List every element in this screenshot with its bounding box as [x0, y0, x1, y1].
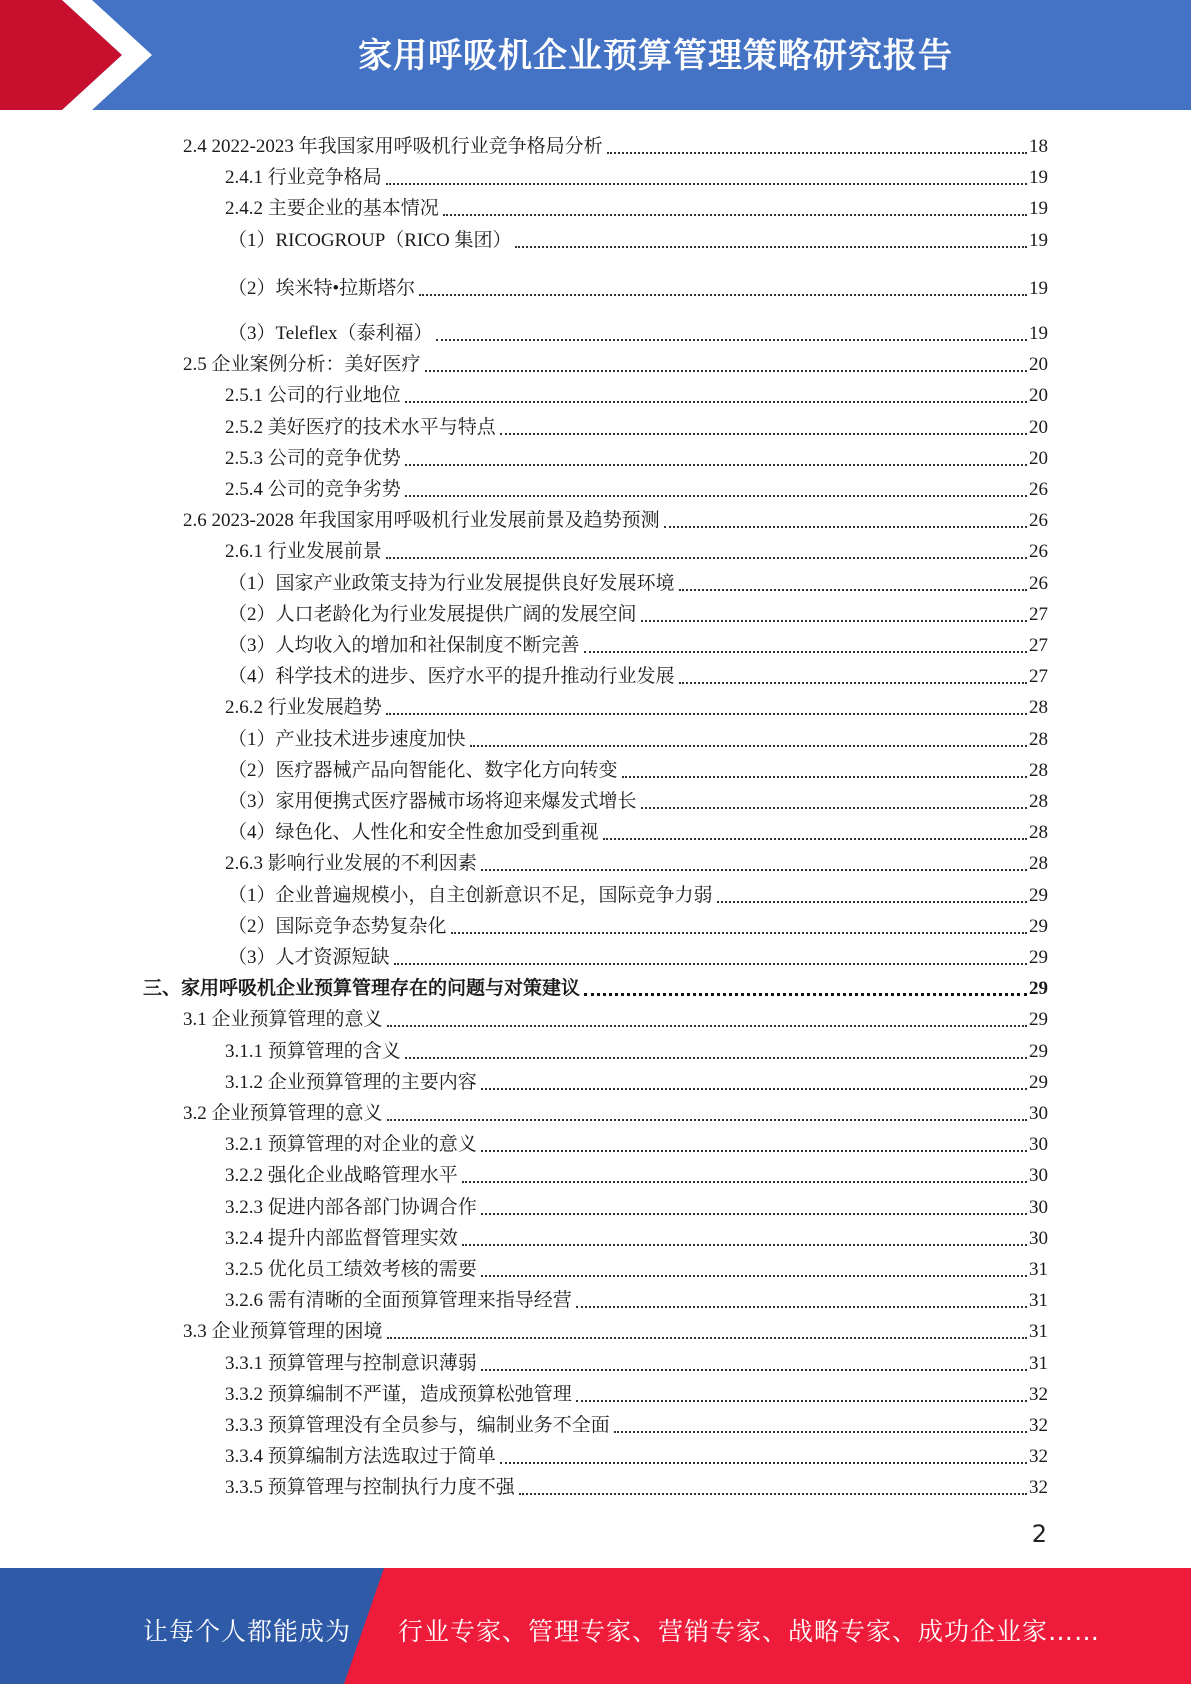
toc-entry[interactable]: [225, 1126, 1048, 1157]
toc-entry-page: 19: [1029, 323, 1048, 344]
toc-dot-leader: [436, 339, 1027, 341]
toc-entry-page: 30: [1029, 1134, 1048, 1156]
toc-entry-page: 30: [1029, 1103, 1048, 1124]
toc-entry-title: 2.5 企业案例分析：美好医疗: [183, 354, 421, 376]
toc-dot-leader: [603, 838, 1027, 840]
toc-entry-page: 20: [1029, 447, 1048, 469]
toc-entry[interactable]: [228, 908, 1048, 939]
toc-entry-page: 32: [1029, 1383, 1048, 1405]
toc-entry-title: 2.5.3 公司的竞争优势: [225, 447, 401, 469]
toc-entry-title: （2）国际竞争态势复杂化: [228, 915, 447, 937]
toc-entry-page: 29: [1029, 884, 1048, 906]
toc-entry[interactable]: [225, 1469, 1048, 1500]
toc-dot-leader: [679, 589, 1027, 591]
toc-entry-page: 19: [1029, 167, 1048, 189]
toc-entry[interactable]: [183, 1001, 1048, 1032]
toc-entry-title: 2.5.2 美好医疗的技术水平与特点: [225, 416, 496, 438]
toc-entry-page: 20: [1029, 385, 1048, 407]
toc-entry[interactable]: [228, 752, 1048, 783]
toc-dot-leader: [387, 1337, 1027, 1339]
toc-dot-leader: [387, 1025, 1027, 1027]
toc-entry[interactable]: [183, 346, 1048, 377]
toc-dot-leader: [576, 1400, 1027, 1402]
toc-entry-title: （4）绿色化、人性化和安全性愈加受到重视: [228, 822, 599, 844]
toc-entry-title: 2.5.4 公司的竞争劣势: [225, 479, 401, 500]
toc-dot-leader: [405, 401, 1027, 403]
toc-dot-leader: [519, 1493, 1027, 1495]
toc-entry[interactable]: [228, 783, 1048, 814]
toc-entry-page: 32: [1029, 1446, 1048, 1468]
toc-entry-page: 31: [1029, 1352, 1048, 1374]
toc-entry[interactable]: [225, 377, 1048, 408]
toc-entry-page: 19: [1029, 277, 1048, 299]
toc-entry-title: （2）医疗器械产品向智能化、数字化方向转变: [228, 759, 618, 781]
toc-entry[interactable]: [225, 440, 1048, 471]
toc-entry-page: 26: [1029, 541, 1048, 563]
toc-entry-title: （3）人才资源短缺: [228, 947, 390, 968]
toc-entry-title: 3.3 企业预算管理的困境: [183, 1321, 383, 1343]
toc-entry-page: 28: [1029, 697, 1048, 719]
toc-entry-title: 三、家用呼吸机企业预算管理存在的问题与对策建议: [143, 978, 581, 1000]
toc-dot-leader: [584, 651, 1027, 653]
toc-entry-title: 2.4.1 行业竞争格局: [225, 167, 382, 189]
toc-entry-page: 31: [1029, 1290, 1048, 1312]
toc-dot-leader: [405, 495, 1027, 497]
toc-entry[interactable]: [225, 1157, 1048, 1188]
toc-dot-leader: [386, 557, 1027, 559]
toc-dot-leader: [443, 214, 1027, 216]
toc-entry-title: 3.2.5 优化员工绩效考核的需要: [225, 1259, 477, 1280]
toc-dot-leader: [481, 1088, 1027, 1090]
toc-entry-title: 3.2.6 需有清晰的全面预算管理来指导经营: [225, 1290, 572, 1312]
toc-entry-title: 3.2.3 促进内部各部门协调合作: [225, 1196, 477, 1218]
toc-entry-page: 27: [1029, 603, 1048, 625]
toc-entry-page: 31: [1029, 1321, 1048, 1343]
toc-dot-leader: [679, 682, 1027, 684]
toc-entry-title: 2.6.3 影响行业发展的不利因素: [225, 853, 477, 875]
toc-dot-leader: [387, 1119, 1027, 1121]
toc-entry-title: 3.2 企业预算管理的意义: [183, 1103, 383, 1124]
toc-dot-leader: [425, 370, 1027, 372]
toc-entry-title: 2.6 2023-2028 年我国家用呼吸机行业发展前景及趋势预测: [183, 510, 660, 532]
toc-entry-title: 2.5.1 公司的行业地位: [225, 385, 401, 407]
toc-entry[interactable]: [228, 315, 1048, 346]
toc-entry-page: 29: [1029, 1071, 1048, 1093]
toc-dot-leader: [386, 183, 1027, 185]
toc-entry-title: 3.2.4 提升内部监督管理实效: [225, 1227, 458, 1249]
toc-entry-page: 28: [1029, 759, 1048, 781]
toc-dot-leader: [664, 526, 1027, 528]
toc-entry-page: 28: [1029, 791, 1048, 812]
toc-entry[interactable]: [228, 596, 1048, 627]
toc-dot-leader: [470, 745, 1027, 747]
toc-entry-title: （1）RICOGROUP（RICO 集团）: [228, 229, 512, 251]
toc-entry-title: （1）产业技术进步速度加快: [228, 728, 466, 750]
toc-entry[interactable]: [225, 409, 1048, 440]
toc-entry-title: （1）国家产业政策支持为行业发展提供良好发展环境: [228, 572, 675, 594]
toc-dot-leader: [515, 246, 1027, 248]
toc-entry-page: 27: [1029, 666, 1048, 688]
toc-dot-leader: [584, 993, 1027, 996]
toc-entry-page: 28: [1029, 728, 1048, 750]
toc-entry[interactable]: [183, 502, 1048, 533]
toc-dot-leader: [462, 1181, 1027, 1183]
toc-entry-page: 30: [1029, 1196, 1048, 1218]
toc-entry-title: 2.4 2022-2023 年我国家用呼吸机行业竞争格局分析: [183, 136, 603, 157]
toc-dot-leader: [576, 1306, 1027, 1308]
toc-dot-leader: [641, 807, 1027, 809]
toc-entry-title: （1）企业普遍规模小，自主创新意识不足，国际竞争力弱: [228, 884, 713, 906]
toc-entry[interactable]: [225, 1189, 1048, 1220]
report-title: 家用呼吸机企业预算管理策略研究报告: [358, 36, 953, 76]
toc-dot-leader: [717, 901, 1027, 903]
toc-dot-leader: [481, 1369, 1027, 1371]
toc-entry[interactable]: [228, 939, 1048, 970]
toc-dot-leader: [622, 776, 1027, 778]
toc-entry[interactable]: [225, 190, 1048, 221]
toc-entry-title: 3.3.1 预算管理与控制意识薄弱: [225, 1352, 477, 1374]
toc-entry-page: 30: [1029, 1165, 1048, 1187]
toc-entry[interactable]: [228, 627, 1048, 658]
toc-entry-title: 3.3.4 预算编制方法选取过于简单: [225, 1446, 496, 1468]
toc-entry-title: 3.2.1 预算管理的对企业的意义: [225, 1134, 477, 1156]
toc-dot-leader: [405, 464, 1027, 466]
toc-entry[interactable]: [228, 658, 1048, 689]
toc-entry-page: 26: [1029, 510, 1048, 532]
toc-entry[interactable]: [225, 1251, 1048, 1282]
toc-entry-page: 32: [1029, 1415, 1048, 1436]
page-header: [0, 0, 1191, 110]
toc-entry[interactable]: [228, 270, 1048, 301]
toc-dot-leader: [481, 1275, 1027, 1277]
toc-entry[interactable]: [225, 1438, 1048, 1469]
toc-entry-title: 3.3.2 预算编制不严谨，造成预算松弛管理: [225, 1383, 572, 1405]
toc-entry[interactable]: [225, 845, 1048, 876]
toc-entry-title: 3.1.2 企业预算管理的主要内容: [225, 1071, 477, 1093]
toc-entry-page: 29: [1029, 947, 1048, 968]
toc-entry[interactable]: [225, 1033, 1048, 1064]
toc-entry[interactable]: [228, 877, 1048, 908]
toc-dot-leader: [462, 1244, 1027, 1246]
toc-entry-title: 3.2.2 强化企业战略管理水平: [225, 1165, 458, 1187]
toc-entry[interactable]: [183, 1095, 1048, 1126]
toc-entry-page: 19: [1029, 229, 1048, 251]
toc-entry[interactable]: [225, 1407, 1048, 1438]
toc-entry-page: 31: [1029, 1259, 1048, 1280]
toc-entry-page: 26: [1029, 572, 1048, 594]
toc-entry-title: （2）人口老龄化为行业发展提供广阔的发展空间: [228, 603, 637, 625]
toc-dot-leader: [405, 1057, 1027, 1059]
toc-entry[interactable]: [183, 1313, 1048, 1344]
toc-dot-leader: [641, 620, 1027, 622]
page-footer: [0, 1568, 1191, 1684]
page-number: 2: [1031, 1520, 1047, 1548]
toc-entry-page: 29: [1029, 978, 1048, 1000]
toc-entry-page: 30: [1029, 1227, 1048, 1249]
toc-entry-title: （2）埃米特•拉斯塔尔: [228, 277, 416, 299]
toc-entry-page: 19: [1029, 198, 1048, 220]
toc-entry-title: 3.1 企业预算管理的意义: [183, 1009, 383, 1031]
toc-entry[interactable]: [228, 721, 1048, 752]
toc-entry[interactable]: [225, 1282, 1048, 1313]
toc-entry[interactable]: [225, 1345, 1048, 1376]
toc-entry[interactable]: [225, 1064, 1048, 1095]
toc-entry[interactable]: [225, 471, 1048, 502]
toc-entry[interactable]: [228, 565, 1048, 596]
toc-entry-page: 32: [1029, 1477, 1048, 1499]
toc-entry-title: （4）科学技术的进步、医疗水平的提升推动行业发展: [228, 666, 675, 688]
toc-dot-leader: [386, 713, 1027, 715]
toc-dot-leader: [394, 963, 1027, 965]
toc-entry[interactable]: [225, 1220, 1048, 1251]
toc-entry-title: 3.1.1 预算管理的含义: [225, 1040, 401, 1062]
toc-entry[interactable]: [228, 814, 1048, 845]
toc-entry-title: 2.6.1 行业发展前景: [225, 541, 382, 563]
toc-entry[interactable]: [225, 689, 1048, 720]
toc-dot-leader: [481, 1150, 1027, 1152]
toc-entry[interactable]: [225, 533, 1048, 564]
toc-entry-page: 28: [1029, 853, 1048, 875]
toc-entry[interactable]: [225, 1376, 1048, 1407]
toc-dot-leader: [481, 1213, 1027, 1215]
toc-entry[interactable]: [228, 222, 1048, 253]
toc-dot-leader: [451, 932, 1027, 934]
toc-entry[interactable]: [143, 970, 1048, 1001]
toc-entry-title: 3.3.5 预算管理与控制执行力度不强: [225, 1477, 515, 1499]
toc-entry-title: （3）人均收入的增加和社保制度不断完善: [228, 635, 580, 656]
toc-entry-page: 29: [1029, 915, 1048, 937]
toc-entry-page: 26: [1029, 479, 1048, 500]
toc-dot-leader: [500, 1462, 1027, 1464]
toc-entry-page: 29: [1029, 1040, 1048, 1062]
footer-slogan-left: 让每个人都能成为: [143, 1617, 352, 1646]
toc-dot-leader: [614, 1431, 1027, 1433]
footer-slogan-right: 行业专家、管理专家、营销专家、战略专家、成功企业家……: [398, 1617, 1101, 1646]
toc-entry-title: （3）Teleflex（泰利福）: [228, 323, 433, 344]
toc-entry-page: 20: [1029, 416, 1048, 438]
toc-entry-page: 28: [1029, 822, 1048, 844]
toc-dot-leader: [607, 152, 1027, 154]
toc-entry-title: （3）家用便携式医疗器械市场将迎来爆发式增长: [228, 791, 637, 812]
toc-entry[interactable]: [183, 128, 1048, 159]
toc-entry-page: 29: [1029, 1009, 1048, 1031]
toc-entry-title: 2.6.2 行业发展趋势: [225, 697, 382, 719]
toc-entry-title: 3.3.3 预算管理没有全员参与，编制业务不全面: [225, 1415, 610, 1436]
toc-dot-leader: [419, 294, 1027, 296]
toc-entry-page: 20: [1029, 354, 1048, 376]
toc-entry[interactable]: [225, 159, 1048, 190]
toc-entry-page: 18: [1029, 136, 1048, 157]
toc-dot-leader: [481, 869, 1027, 871]
toc-dot-leader: [500, 433, 1027, 435]
toc-entry-title: 2.4.2 主要企业的基本情况: [225, 198, 439, 220]
toc-entry-page: 27: [1029, 635, 1048, 656]
